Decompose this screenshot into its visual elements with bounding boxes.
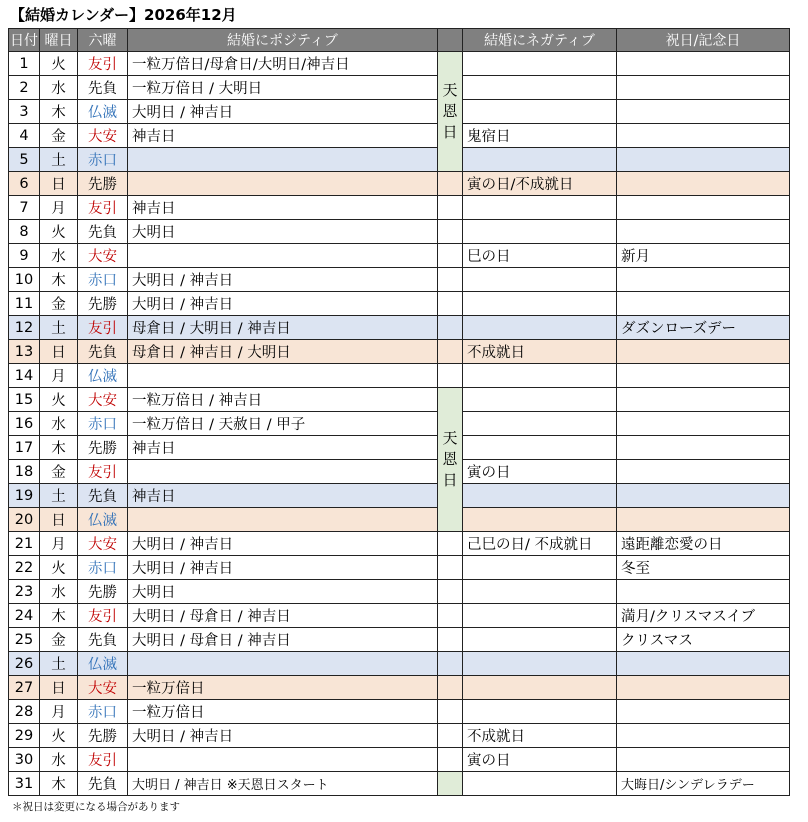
- rokuyo-cell: 先勝: [78, 436, 128, 460]
- negative-cell: 己巳の日/ 不成就日: [463, 532, 617, 556]
- rokuyo-cell: 赤口: [78, 412, 128, 436]
- positive-cell: 一粒万倍日 / 大明日: [128, 76, 438, 100]
- holiday-cell: [617, 268, 790, 292]
- table-row: [9, 124, 790, 148]
- tenon-cell: [438, 556, 463, 580]
- rokuyo-cell: 仏滅: [78, 364, 128, 388]
- negative-cell: [463, 700, 617, 724]
- header-weekday: 曜日: [40, 29, 78, 52]
- negative-cell: 寅の日: [463, 748, 617, 772]
- positive-cell: 一粒万倍日: [128, 676, 438, 700]
- negative-cell: [463, 412, 617, 436]
- table-row: [9, 676, 790, 700]
- header-row: [9, 29, 790, 52]
- weekday-cell: 土: [40, 484, 78, 508]
- rokuyo-cell: 大安: [78, 244, 128, 268]
- rokuyo-cell: 友引: [78, 316, 128, 340]
- table-row: [9, 172, 790, 196]
- table-row: [9, 724, 790, 748]
- date-cell: 26: [9, 652, 40, 676]
- positive-cell: [128, 172, 438, 196]
- holiday-cell: [617, 100, 790, 124]
- weekday-cell: 水: [40, 412, 78, 436]
- tenon-marker: 天恩日: [438, 52, 463, 172]
- negative-cell: [463, 220, 617, 244]
- calendar-body: [9, 52, 790, 796]
- positive-cell: 大明日: [128, 220, 438, 244]
- weekday-cell: 土: [40, 316, 78, 340]
- table-row: [9, 580, 790, 604]
- date-cell: 1: [9, 52, 40, 76]
- date-cell: 27: [9, 676, 40, 700]
- holiday-cell: [617, 580, 790, 604]
- tenon-cell: [438, 580, 463, 604]
- positive-cell: [128, 508, 438, 532]
- rokuyo-cell: 先負: [78, 628, 128, 652]
- holiday-cell: [617, 52, 790, 76]
- rokuyo-cell: 友引: [78, 748, 128, 772]
- negative-cell: [463, 316, 617, 340]
- holiday-cell: [617, 364, 790, 388]
- positive-cell: 神吉日: [128, 484, 438, 508]
- weekday-cell: 水: [40, 748, 78, 772]
- table-row: [9, 604, 790, 628]
- weekday-cell: 日: [40, 508, 78, 532]
- positive-cell: 神吉日: [128, 124, 438, 148]
- header-tenon: [438, 29, 463, 52]
- positive-cell: 大明日 / 母倉日 / 神吉日: [128, 628, 438, 652]
- tenon-cell: [438, 772, 463, 796]
- holiday-cell: [617, 748, 790, 772]
- weekday-cell: 日: [40, 172, 78, 196]
- negative-cell: [463, 52, 617, 76]
- positive-cell: 大明日 / 母倉日 / 神吉日: [128, 604, 438, 628]
- date-cell: 22: [9, 556, 40, 580]
- negative-cell: [463, 508, 617, 532]
- rokuyo-cell: 先勝: [78, 172, 128, 196]
- tenon-cell: [438, 196, 463, 220]
- negative-cell: 寅の日: [463, 460, 617, 484]
- tenon-cell: [438, 676, 463, 700]
- page-title: 【結婚カレンダー】2026年12月: [10, 6, 237, 24]
- holiday-cell: [617, 76, 790, 100]
- table-row: [9, 148, 790, 172]
- table-row: [9, 364, 790, 388]
- table-row: [9, 484, 790, 508]
- weekday-cell: 水: [40, 244, 78, 268]
- tenon-cell: [438, 604, 463, 628]
- holiday-cell: [617, 436, 790, 460]
- rokuyo-cell: 赤口: [78, 700, 128, 724]
- positive-cell: [128, 652, 438, 676]
- header-date: 日付: [9, 29, 40, 52]
- rokuyo-cell: 赤口: [78, 268, 128, 292]
- header-negative: 結婚にネガティブ: [463, 29, 617, 52]
- holiday-cell: [617, 172, 790, 196]
- positive-cell: 大明日 / 神吉日 ※天恩日スタート: [128, 772, 438, 796]
- negative-cell: [463, 556, 617, 580]
- date-cell: 25: [9, 628, 40, 652]
- holiday-cell: 冬至: [617, 556, 790, 580]
- date-cell: 11: [9, 292, 40, 316]
- date-cell: 15: [9, 388, 40, 412]
- weekday-cell: 月: [40, 364, 78, 388]
- header-positive: 結婚にポジティブ: [128, 29, 438, 52]
- negative-cell: [463, 268, 617, 292]
- tenon-cell: [438, 628, 463, 652]
- date-cell: 31: [9, 772, 40, 796]
- table-row: [9, 340, 790, 364]
- negative-cell: 鬼宿日: [463, 124, 617, 148]
- weekday-cell: 火: [40, 724, 78, 748]
- positive-cell: 神吉日: [128, 436, 438, 460]
- date-cell: 29: [9, 724, 40, 748]
- date-cell: 23: [9, 580, 40, 604]
- holiday-cell: [617, 340, 790, 364]
- positive-cell: 母倉日 / 大明日 / 神吉日: [128, 316, 438, 340]
- negative-cell: [463, 484, 617, 508]
- holiday-cell: 新月: [617, 244, 790, 268]
- positive-cell: 一粒万倍日/母倉日/大明日/神吉日: [128, 52, 438, 76]
- holiday-cell: [617, 220, 790, 244]
- rokuyo-cell: 友引: [78, 196, 128, 220]
- weekday-cell: 火: [40, 388, 78, 412]
- holiday-cell: ダズンローズデー: [617, 316, 790, 340]
- tenon-cell: [438, 244, 463, 268]
- holiday-cell: [617, 124, 790, 148]
- date-cell: 2: [9, 76, 40, 100]
- negative-cell: [463, 676, 617, 700]
- date-cell: 28: [9, 700, 40, 724]
- table-row: [9, 436, 790, 460]
- weekday-cell: 金: [40, 124, 78, 148]
- footnote: ＊祝日は変更になる場合があります: [12, 801, 180, 813]
- rokuyo-cell: 友引: [78, 604, 128, 628]
- rokuyo-cell: 先負: [78, 76, 128, 100]
- positive-cell: 大明日 / 神吉日: [128, 100, 438, 124]
- weekday-cell: 火: [40, 556, 78, 580]
- negative-cell: [463, 76, 617, 100]
- negative-cell: 巳の日: [463, 244, 617, 268]
- rokuyo-cell: 大安: [78, 388, 128, 412]
- negative-cell: 不成就日: [463, 724, 617, 748]
- weekday-cell: 月: [40, 700, 78, 724]
- table-row: [9, 748, 790, 772]
- weekday-cell: 金: [40, 292, 78, 316]
- negative-cell: 不成就日: [463, 340, 617, 364]
- weekday-cell: 木: [40, 436, 78, 460]
- table-row: [9, 628, 790, 652]
- weekday-cell: 木: [40, 268, 78, 292]
- date-cell: 12: [9, 316, 40, 340]
- rokuyo-cell: 先負: [78, 340, 128, 364]
- weekday-cell: 月: [40, 196, 78, 220]
- date-cell: 9: [9, 244, 40, 268]
- negative-cell: [463, 628, 617, 652]
- positive-cell: 大明日 / 神吉日: [128, 724, 438, 748]
- date-cell: 10: [9, 268, 40, 292]
- negative-cell: [463, 772, 617, 796]
- positive-cell: 大明日 / 神吉日: [128, 292, 438, 316]
- positive-cell: 大明日: [128, 580, 438, 604]
- tenon-cell: [438, 364, 463, 388]
- negative-cell: [463, 364, 617, 388]
- positive-cell: 一粒万倍日: [128, 700, 438, 724]
- table-row: [9, 316, 790, 340]
- negative-cell: [463, 292, 617, 316]
- table-row: [9, 700, 790, 724]
- weekday-cell: 木: [40, 772, 78, 796]
- table-row: [9, 532, 790, 556]
- weekday-cell: 日: [40, 340, 78, 364]
- table-row: [9, 220, 790, 244]
- holiday-cell: 大晦日/シンデレラデー: [617, 772, 790, 796]
- rokuyo-cell: 仏滅: [78, 508, 128, 532]
- negative-cell: [463, 148, 617, 172]
- holiday-cell: [617, 148, 790, 172]
- positive-cell: [128, 460, 438, 484]
- rokuyo-cell: 友引: [78, 52, 128, 76]
- holiday-cell: [617, 484, 790, 508]
- positive-cell: 大明日 / 神吉日: [128, 268, 438, 292]
- table-row: [9, 460, 790, 484]
- tenon-marker: 天恩日: [438, 388, 463, 532]
- date-cell: 30: [9, 748, 40, 772]
- date-cell: 17: [9, 436, 40, 460]
- table-row: [9, 508, 790, 532]
- holiday-cell: [617, 700, 790, 724]
- date-cell: 3: [9, 100, 40, 124]
- weekday-cell: 金: [40, 460, 78, 484]
- holiday-cell: [617, 676, 790, 700]
- holiday-cell: [617, 652, 790, 676]
- rokuyo-cell: 先勝: [78, 580, 128, 604]
- weekday-cell: 月: [40, 532, 78, 556]
- rokuyo-cell: 先勝: [78, 292, 128, 316]
- table-row: [9, 412, 790, 436]
- header-holiday: 祝日/記念日: [617, 29, 790, 52]
- positive-cell: [128, 364, 438, 388]
- weekday-cell: 木: [40, 100, 78, 124]
- table-row: [9, 100, 790, 124]
- positive-cell: [128, 148, 438, 172]
- negative-cell: [463, 436, 617, 460]
- table-row: [9, 652, 790, 676]
- tenon-cell: [438, 748, 463, 772]
- tenon-cell: [438, 268, 463, 292]
- tenon-cell: [438, 316, 463, 340]
- weekday-cell: 日: [40, 676, 78, 700]
- table-row: [9, 292, 790, 316]
- negative-cell: [463, 388, 617, 412]
- weekday-cell: 土: [40, 652, 78, 676]
- positive-cell: 大明日 / 神吉日: [128, 556, 438, 580]
- tenon-cell: [438, 724, 463, 748]
- negative-cell: [463, 100, 617, 124]
- holiday-cell: 遠距離恋愛の日: [617, 532, 790, 556]
- rokuyo-cell: 赤口: [78, 148, 128, 172]
- date-cell: 8: [9, 220, 40, 244]
- negative-cell: 寅の日/不成就日: [463, 172, 617, 196]
- positive-cell: 神吉日: [128, 196, 438, 220]
- tenon-cell: [438, 220, 463, 244]
- holiday-cell: [617, 196, 790, 220]
- date-cell: 14: [9, 364, 40, 388]
- table-row: [9, 556, 790, 580]
- date-cell: 21: [9, 532, 40, 556]
- weekday-cell: 木: [40, 604, 78, 628]
- rokuyo-cell: 先負: [78, 220, 128, 244]
- positive-cell: 一粒万倍日 / 神吉日: [128, 388, 438, 412]
- holiday-cell: [617, 388, 790, 412]
- rokuyo-cell: 仏滅: [78, 100, 128, 124]
- holiday-cell: [617, 508, 790, 532]
- weekday-cell: 火: [40, 52, 78, 76]
- date-cell: 7: [9, 196, 40, 220]
- tenon-cell: [438, 700, 463, 724]
- header-rokuyo: 六曜: [78, 29, 128, 52]
- rokuyo-cell: 先勝: [78, 724, 128, 748]
- table-row: [9, 196, 790, 220]
- date-cell: 19: [9, 484, 40, 508]
- date-cell: 16: [9, 412, 40, 436]
- positive-cell: 一粒万倍日 / 天赦日 / 甲子: [128, 412, 438, 436]
- date-cell: 5: [9, 148, 40, 172]
- table-row: [9, 388, 790, 412]
- holiday-cell: [617, 412, 790, 436]
- weekday-cell: 金: [40, 628, 78, 652]
- positive-cell: 母倉日 / 神吉日 / 大明日: [128, 340, 438, 364]
- holiday-cell: 満月/クリスマスイブ: [617, 604, 790, 628]
- rokuyo-cell: 先負: [78, 772, 128, 796]
- weekday-cell: 水: [40, 76, 78, 100]
- holiday-cell: [617, 292, 790, 316]
- table-row: [9, 268, 790, 292]
- table-row: [9, 772, 790, 796]
- rokuyo-cell: 先負: [78, 484, 128, 508]
- negative-cell: [463, 652, 617, 676]
- positive-cell: [128, 244, 438, 268]
- tenon-cell: [438, 340, 463, 364]
- date-cell: 24: [9, 604, 40, 628]
- rokuyo-cell: 仏滅: [78, 652, 128, 676]
- wedding-calendar-table: [8, 28, 790, 796]
- holiday-cell: クリスマス: [617, 628, 790, 652]
- date-cell: 4: [9, 124, 40, 148]
- date-cell: 13: [9, 340, 40, 364]
- holiday-cell: [617, 460, 790, 484]
- holiday-cell: [617, 724, 790, 748]
- rokuyo-cell: 友引: [78, 460, 128, 484]
- negative-cell: [463, 604, 617, 628]
- weekday-cell: 土: [40, 148, 78, 172]
- positive-cell: [128, 748, 438, 772]
- rokuyo-cell: 赤口: [78, 556, 128, 580]
- table-row: [9, 244, 790, 268]
- date-cell: 6: [9, 172, 40, 196]
- tenon-cell: [438, 652, 463, 676]
- table-row: [9, 52, 790, 76]
- tenon-cell: [438, 532, 463, 556]
- tenon-cell: [438, 292, 463, 316]
- date-cell: 20: [9, 508, 40, 532]
- table-row: [9, 76, 790, 100]
- negative-cell: [463, 580, 617, 604]
- rokuyo-cell: 大安: [78, 532, 128, 556]
- positive-cell: 大明日 / 神吉日: [128, 532, 438, 556]
- rokuyo-cell: 大安: [78, 676, 128, 700]
- date-cell: 18: [9, 460, 40, 484]
- tenon-cell: [438, 172, 463, 196]
- negative-cell: [463, 196, 617, 220]
- weekday-cell: 火: [40, 220, 78, 244]
- rokuyo-cell: 大安: [78, 124, 128, 148]
- weekday-cell: 水: [40, 580, 78, 604]
